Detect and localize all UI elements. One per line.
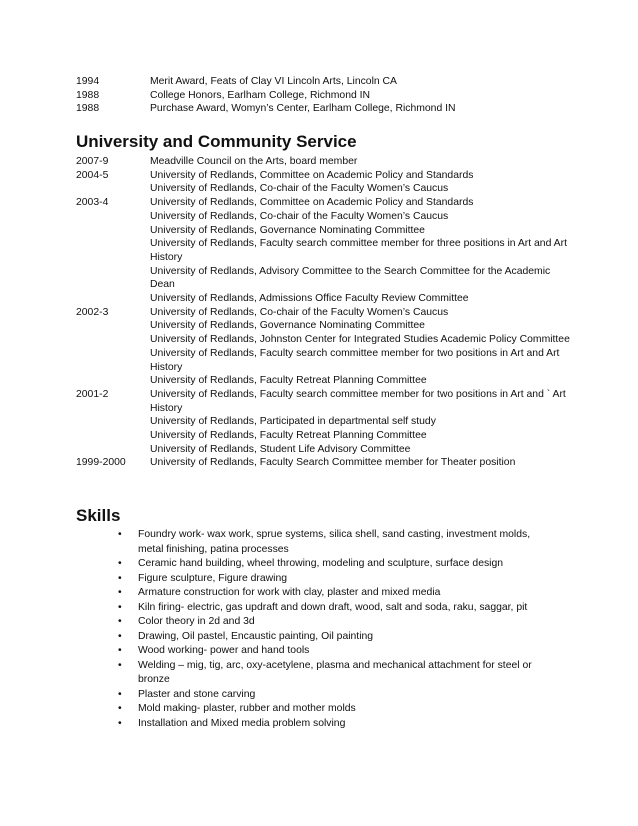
bullet-icon: • [118,601,122,613]
service-row [76,374,576,388]
skill-text: Welding – mig, tig, arc, oxy-acetylene, plasma and mechanical attachment for steel or bronze [138,659,532,685]
bullet-icon: • [118,688,122,700]
skill-text: Ceramic hand building, wheel throwing, modeling and sculpture, surface design [138,558,504,569]
service-text: University of Redlands, Admissions Office Faculty Review Committee [150,293,469,305]
award-row [76,75,576,89]
service-text: University of Redlands, Governance Nominating Committee [150,320,425,332]
award-year: 1988 [76,89,100,101]
service-row [76,196,576,210]
bullet-icon: • [118,630,122,642]
skill-item [76,630,566,645]
service-text: University of Redlands, Faculty Retreat Planning Committee [150,375,427,387]
service-row [76,169,576,183]
skills-heading: Skills [76,506,121,525]
skill-item [76,717,566,732]
service-row [76,429,576,443]
skill-item [76,659,566,688]
skill-item [76,601,566,616]
bullet-icon: • [118,645,122,656]
service-row [76,237,576,264]
service-row [76,388,576,415]
service-heading: University and Community Service [76,132,357,151]
service-year: 2003-4 [76,197,109,209]
skill-text: Mold making- plaster, rubber and mother molds [138,703,356,714]
skill-item [76,586,566,601]
award-year: 1988 [76,103,100,115]
skill-text: Armature construction for work with clay, plaster and mixed media [138,587,441,598]
awards-list [76,75,576,116]
service-row [76,306,576,320]
service-row [76,456,576,470]
award-text: Merit Award, Feats of Clay VI Lincoln Arts, Lincoln CA [150,76,397,87]
service-year: 1999-2000 [76,457,126,469]
service-text: University of Redlands, Governance Nominating Committee [150,224,425,236]
service-text: University of Redlands, Participated in departmental self study [150,416,436,428]
service-text: University of Redlands, Committee on Academic Policy and Standards [150,197,474,209]
service-row [76,224,576,238]
bullet-icon: • [118,703,122,714]
bullet-icon: • [118,717,122,729]
skill-text: Figure sculpture, Figure drawing [138,572,288,584]
bullet-icon: • [118,616,122,627]
skill-item [76,688,566,703]
award-year: 1994 [76,76,100,87]
skill-text: Color theory in 2d and 3d [138,616,255,627]
skill-item [76,572,566,587]
service-row [76,319,576,333]
award-row [76,102,576,116]
bullet-icon: • [118,558,122,569]
skill-item [76,702,566,717]
service-text: University of Redlands, Faculty Retreat Planning Committee [150,430,427,442]
service-row [76,182,576,196]
skill-item [76,528,566,557]
service-row [76,415,576,429]
service-text: University of Redlands, Student Life Advisory Committee [150,443,411,455]
skill-text: Kiln firing- electric, gas updraft and down draft, wood, salt and soda, raku, saggar, pit [138,601,528,613]
service-year: 2007-9 [76,156,109,167]
award-text: Purchase Award, Womyn’s Center, Earlham College, Richmond IN [150,103,456,115]
service-text: University of Redlands, Faculty search committee member for three positions in Art and Art History [150,238,567,263]
bullet-icon: • [118,659,122,671]
bullet-icon: • [118,529,122,540]
skill-item [76,615,566,630]
skill-text: Drawing, Oil pastel, Encaustic painting, Oil painting [138,630,374,642]
service-row [76,265,576,292]
skill-text: Wood working- power and hand tools [138,645,310,656]
skill-text: Plaster and stone carving [138,688,256,700]
service-year: 2002-3 [76,306,109,318]
service-row [76,443,576,457]
skills-list [76,528,566,731]
service-text: University of Redlands, Faculty search committee member for two positions in Art and ` Art History [150,388,566,414]
bullet-icon: • [118,572,122,584]
service-text: University of Redlands, Faculty Search Committee member for Theater position [150,457,516,469]
skill-item [76,557,566,572]
service-text: Meadville Council on the Arts, board member [150,156,358,167]
service-row [76,155,576,169]
service-text: University of Redlands, Faculty search committee member for two positions in Art and Art History [150,347,560,373]
skill-item [76,644,566,659]
service-row [76,210,576,224]
skill-text: Installation and Mixed media problem solving [138,717,346,729]
bullet-icon: • [118,587,122,598]
skill-text: Foundry work- wax work, sprue systems, silica shell, sand casting, investment molds, metal finishing, patina processes [138,529,531,555]
award-text: College Honors, Earlham College, Richmond IN [150,89,371,101]
service-text: University of Redlands, Co-chair of the Faculty Women’s Caucus [150,210,449,222]
service-row [76,292,576,306]
service-list [76,155,576,470]
service-row [76,347,576,374]
service-year: 2001-2 [76,388,109,400]
service-row [76,333,576,347]
service-text: University of Redlands, Advisory Committee to the Search Committee for the Academic Dean [150,265,551,291]
service-text: University of Redlands, Johnston Center for Integrated Studies Academic Policy Committee [150,334,570,346]
service-year: 2004-5 [76,169,109,181]
service-text: University of Redlands, Co-chair of the Faculty Women’s Caucus [150,183,449,195]
service-text: University of Redlands, Co-chair of the Faculty Women’s Caucus [150,306,449,318]
award-row [76,89,576,103]
service-text: University of Redlands, Committee on Academic Policy and Standards [150,169,474,181]
